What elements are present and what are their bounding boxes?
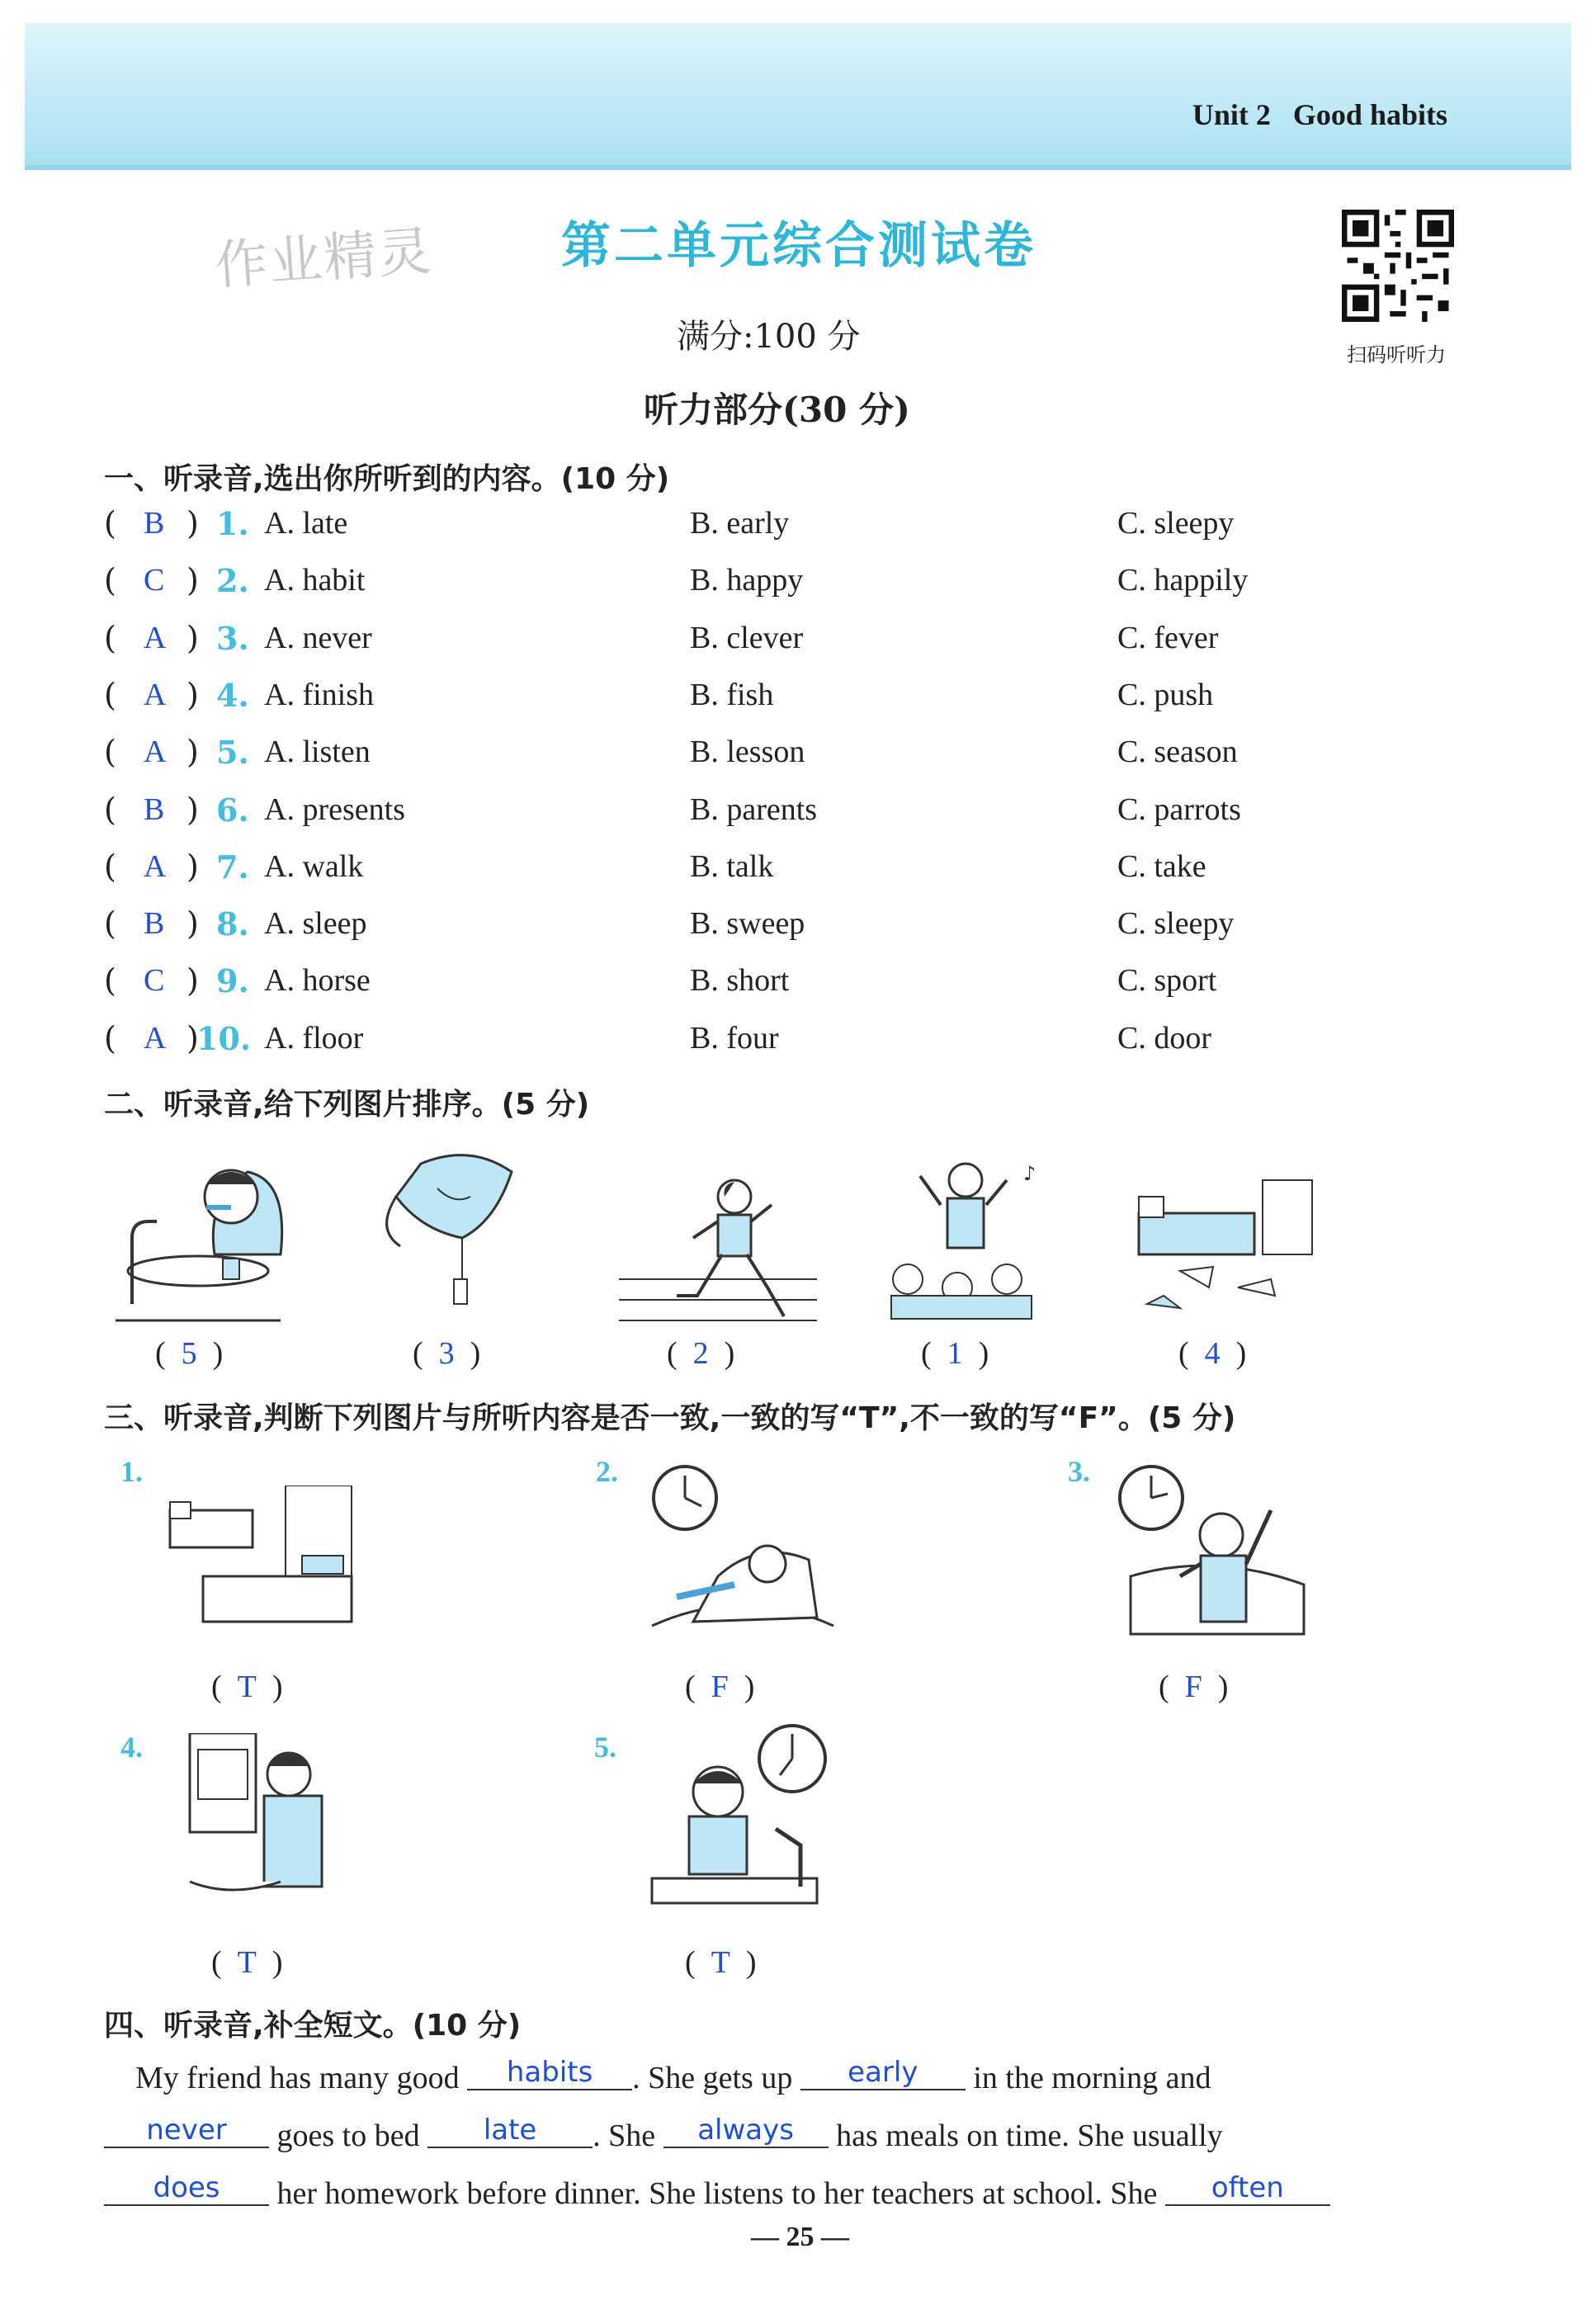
part3-num-3: 3. (1068, 1455, 1090, 1488)
passage-text: in the morning and (973, 2061, 1211, 2095)
passage-line-3 (104, 2171, 1469, 2213)
option-b[interactable]: B. sweep (690, 906, 805, 941)
picture-boy-homework (635, 1722, 833, 1911)
part2-answer-1: ( 5 ) (155, 1336, 224, 1371)
item-number: 3. (216, 620, 249, 657)
blank-3[interactable]: never (104, 2114, 269, 2148)
passage-line-2 (104, 2114, 1469, 2155)
part2-answer-3-value: 2 (692, 1336, 709, 1371)
item-number: 5. (216, 734, 249, 771)
option-a[interactable]: A. habit (264, 563, 366, 598)
item-number: 10. (196, 1020, 252, 1057)
option-c[interactable]: C. fever (1117, 621, 1219, 655)
option-c[interactable]: C. push (1117, 678, 1214, 712)
answer-paren: ) (187, 962, 199, 999)
option-a[interactable]: A. late (264, 506, 348, 541)
part1-item-9 (104, 962, 1507, 1012)
blank-6[interactable]: does (104, 2171, 269, 2206)
unit-number: Unit 2 (1192, 98, 1271, 131)
answer-value: B (144, 506, 165, 541)
passage-line-1 (104, 2056, 1469, 2097)
answer-value: A (144, 678, 167, 712)
part3-answer-5: ( T ) (685, 1945, 757, 1980)
option-a[interactable]: A. finish (264, 678, 374, 712)
answer-paren: ) (187, 1020, 199, 1056)
answer-paren: ) (187, 620, 199, 656)
answer-paren: ( (104, 1020, 116, 1056)
part3-num-1: 1. (120, 1455, 143, 1488)
option-b[interactable]: B. short (690, 963, 790, 998)
item-number: 6. (216, 791, 249, 829)
option-b[interactable]: B. happy (690, 563, 804, 598)
part2-heading: 二、听录音,给下列图片排序。(5 分) (104, 1088, 590, 1122)
blank-7[interactable]: often (1165, 2171, 1330, 2206)
answer-paren: ) (187, 734, 199, 770)
picture-boy-washing (182, 1733, 347, 1906)
blank-4[interactable]: late (427, 2114, 593, 2148)
part2-answer-3: ( 2 ) (667, 1336, 735, 1371)
item-number: 9. (216, 962, 249, 999)
part2-answer-4: ( 1 ) (921, 1336, 989, 1371)
option-b[interactable]: B. early (690, 506, 790, 541)
part3-num-4: 4. (120, 1731, 143, 1764)
picture-running (619, 1172, 817, 1329)
part3-heading: 三、听录音,判断下列图片与所听内容是否一致,一致的写“T”,不一致的写“F”。(5 分) (104, 1401, 1236, 1435)
option-c[interactable]: C. parrots (1117, 792, 1241, 827)
answer-paren: ) (187, 905, 199, 942)
answer-paren: ) (187, 677, 199, 713)
part2-answer-2-value: 3 (438, 1336, 455, 1371)
option-c[interactable]: C. season (1117, 735, 1238, 769)
answer-value: C (144, 563, 165, 598)
part2-answer-4-value: 1 (947, 1336, 963, 1371)
picture-brushing-teeth (107, 1147, 297, 1329)
page-number: — 25 — (751, 2222, 849, 2252)
answer-paren: ( (104, 562, 116, 598)
option-b[interactable]: B. parents (690, 792, 818, 827)
answer-paren: ) (187, 505, 199, 541)
part1-item-8 (104, 905, 1507, 955)
passage-text: . She (593, 2119, 656, 2153)
part4-heading: 四、听录音,补全短文。(10 分) (104, 2009, 522, 2043)
item-number: 2. (216, 562, 249, 599)
option-a[interactable]: A. floor (264, 1021, 364, 1056)
part2-answer-2: ( 3 ) (413, 1336, 481, 1371)
part2-answer-1-value: 5 (181, 1336, 197, 1371)
answer-value: A (144, 735, 167, 769)
passage-text: goes to bed (276, 2119, 420, 2153)
answer-paren: ( (104, 734, 116, 770)
blank-5[interactable]: always (663, 2114, 829, 2148)
answer-paren: ( (104, 791, 116, 828)
svg-text:♪: ♪ (1023, 1162, 1036, 1185)
qr-code-icon[interactable] (1342, 210, 1454, 322)
qr-caption: 扫码听听力 (1347, 343, 1446, 366)
option-a[interactable]: A. never (264, 621, 372, 655)
blank-2[interactable]: early (800, 2056, 966, 2090)
picture-singing-concert (875, 1155, 1048, 1320)
part2-answer-5-value: 4 (1204, 1336, 1221, 1371)
option-b[interactable]: B. fish (690, 678, 774, 712)
answer-paren: ( (104, 505, 116, 541)
answer-paren: ( (104, 905, 116, 942)
option-c[interactable]: C. sleepy (1117, 506, 1235, 541)
option-a[interactable]: A. walk (264, 849, 364, 884)
option-c[interactable]: C. take (1117, 849, 1206, 884)
part1-item-6 (104, 791, 1507, 841)
answer-value: A (144, 621, 167, 655)
part3-answer-5-value: T (711, 1945, 730, 1980)
item-number: 1. (216, 505, 249, 542)
picture-kite (371, 1147, 536, 1320)
option-b[interactable]: B. lesson (690, 735, 805, 769)
option-c[interactable]: C. door (1117, 1021, 1211, 1056)
answer-paren: ) (187, 562, 199, 598)
picture-tidy-bedroom (162, 1486, 360, 1634)
option-c[interactable]: C. sport (1117, 963, 1217, 998)
part2-answer-5: ( 4 ) (1178, 1336, 1247, 1371)
part3-answer-2-value: F (711, 1670, 729, 1704)
answer-paren: ( (104, 962, 116, 999)
option-b[interactable]: B. four (690, 1021, 779, 1056)
answer-paren: ( (104, 848, 116, 885)
part3-answer-3: ( F ) (1159, 1670, 1229, 1704)
answer-value: B (144, 792, 165, 827)
unit-topic: Good habits (1292, 98, 1447, 131)
option-a[interactable]: A. presents (264, 792, 405, 827)
passage-text: . She gets up (632, 2061, 793, 2095)
item-number: 7. (216, 848, 249, 886)
answer-value: A (144, 849, 167, 884)
part1-item-5 (104, 734, 1507, 783)
part3-answer-3-value: F (1184, 1670, 1202, 1704)
part3-answer-1: ( T ) (211, 1670, 283, 1704)
option-a[interactable]: A. horse (264, 963, 371, 998)
passage-text: has meals on time. She usually (836, 2119, 1223, 2153)
part3-num-2: 2. (596, 1455, 618, 1488)
full-score: 满分:100 分 (677, 318, 861, 356)
answer-paren: ) (187, 848, 199, 885)
section-heading: 听力部分(30 分) (644, 390, 910, 430)
item-number: 4. (216, 677, 249, 714)
answer-paren: ( (104, 620, 116, 656)
passage-text: her homework before dinner. She listens to her teachers at school. She (276, 2176, 1158, 2211)
watermark: 作业精灵 (213, 220, 435, 298)
part3-answer-4: ( T ) (211, 1945, 283, 1980)
part3-num-5: 5. (594, 1731, 616, 1764)
item-number: 8. (216, 905, 249, 942)
page-title: 第二单元综合测试卷 (561, 217, 1036, 275)
option-a[interactable]: A. sleep (264, 906, 367, 941)
part1-heading: 一、听录音,选出你所听到的内容。(10 分) (104, 462, 670, 496)
answer-value: B (144, 906, 165, 941)
part1-item-2 (104, 562, 1507, 612)
option-b[interactable]: B. talk (690, 849, 774, 884)
part3-answer-4-value: T (237, 1945, 257, 1980)
answer-value: A (144, 1021, 167, 1056)
picture-clock-waking-up (1114, 1461, 1312, 1642)
header-banner (25, 23, 1571, 170)
part1-item-4 (104, 677, 1507, 726)
unit-label (1192, 97, 1447, 132)
passage-text: My friend has many good (135, 2061, 460, 2095)
part1-item-3 (104, 620, 1507, 669)
picture-messy-room (1131, 1172, 1320, 1320)
part3-answer-1-value: T (237, 1670, 257, 1704)
answer-value: C (144, 963, 165, 998)
option-b[interactable]: B. clever (690, 621, 804, 655)
picture-clock-sleeping (644, 1461, 842, 1634)
option-c[interactable]: C. happily (1117, 563, 1249, 598)
part3-answer-2: ( F ) (685, 1670, 755, 1704)
answer-paren: ) (187, 791, 199, 828)
blank-1[interactable]: habits (467, 2056, 632, 2090)
part1-item-10 (104, 1020, 1507, 1070)
answer-paren: ( (104, 677, 116, 713)
part1-item-7 (104, 848, 1507, 898)
option-a[interactable]: A. listen (264, 735, 371, 769)
part1-item-1 (104, 505, 1507, 555)
option-c[interactable]: C. sleepy (1117, 906, 1235, 941)
